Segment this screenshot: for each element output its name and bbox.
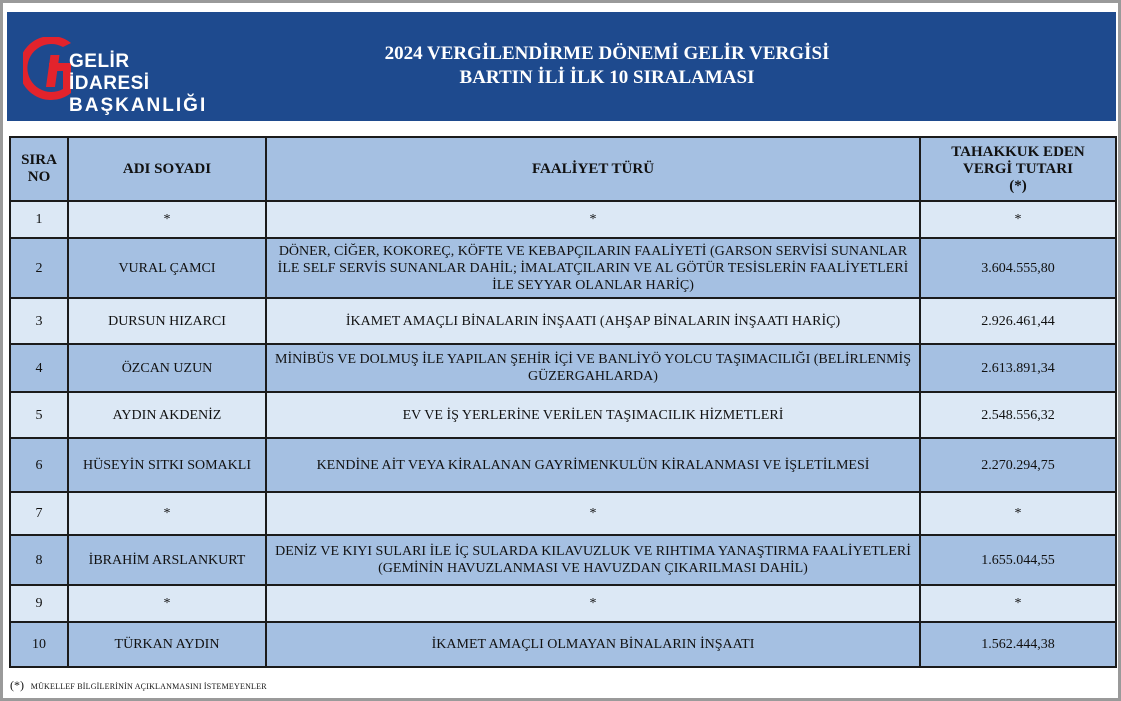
cell-amount: * — [920, 492, 1116, 535]
table-row — [10, 438, 1116, 492]
table-row — [10, 392, 1116, 438]
table-row — [10, 201, 1116, 238]
cell-amount: 2.270.294,75 — [920, 438, 1116, 492]
cell-no: 2 — [10, 238, 68, 298]
header-no: SIRA NO — [10, 137, 68, 201]
table-row — [10, 585, 1116, 622]
cell-activity: İKAMET AMAÇLI BİNALARIN İNŞAATI (AHŞAP BİNALARIN İNŞAATI HARİÇ) — [266, 298, 920, 344]
cell-no: 3 — [10, 298, 68, 344]
cell-no: 6 — [10, 438, 68, 492]
header-activity: FAALİYET TÜRÜ — [266, 137, 920, 201]
cell-activity: DÖNER, CİĞER, KOKOREÇ, KÖFTE VE KEBAPÇILARIN FAALİYETİ (GARSON SERVİSİ SUNANLAR İLE SELF SERVİS SUNANLAR DAHİL; İMALATÇILARIN VE AL GÖTÜR TESİSLERİN FAALİYETLERİ İLE SEYYAR OLANLAR HARİÇ) — [266, 238, 920, 298]
cell-no: 1 — [10, 201, 68, 238]
gib-logo — [23, 37, 213, 116]
cell-name: TÜRKAN AYDIN — [68, 622, 266, 667]
cell-name: İBRAHİM ARSLANKURT — [68, 535, 266, 585]
ranking-table — [9, 136, 1117, 668]
cell-activity: * — [266, 492, 920, 535]
cell-activity: EV VE İŞ YERLERİNE VERİLEN TAŞIMACILIK HİZMETLERİ — [266, 392, 920, 438]
cell-amount: 1.655.044,55 — [920, 535, 1116, 585]
table-row — [10, 238, 1116, 298]
table-row — [10, 298, 1116, 344]
header-amount: TAHAKKUK EDEN VERGİ TUTARI (*) — [920, 137, 1116, 201]
header-name: ADI SOYADI — [68, 137, 266, 201]
cell-name: ÖZCAN UZUN — [68, 344, 266, 392]
cell-name: HÜSEYİN SITKI SOMAKLI — [68, 438, 266, 492]
table-header-row — [10, 137, 1116, 201]
title-line2: BARTIN İLİ İLK 10 SIRALAMASI — [459, 67, 755, 88]
cell-name: DURSUN HIZARCI — [68, 298, 266, 344]
cell-name: VURAL ÇAMCI — [68, 238, 266, 298]
cell-no: 4 — [10, 344, 68, 392]
cell-activity: MİNİBÜS VE DOLMUŞ İLE YAPILAN ŞEHİR İÇİ VE BANLİYÖ YOLCU TAŞIMACILIĞI (BELİRLENMİŞ GÜZERGAHLARDA) — [266, 344, 920, 392]
cell-amount: * — [920, 201, 1116, 238]
cell-activity: * — [266, 201, 920, 238]
table-row — [10, 535, 1116, 585]
table-row — [10, 492, 1116, 535]
cell-activity: İKAMET AMAÇLI OLMAYAN BİNALARIN İNŞAATI — [266, 622, 920, 667]
cell-amount: 2.613.891,34 — [920, 344, 1116, 392]
cell-amount: 2.548.556,32 — [920, 392, 1116, 438]
cell-amount: 3.604.555,80 — [920, 238, 1116, 298]
cell-amount: * — [920, 585, 1116, 622]
footnote-text: MÜKELLEF BİLGİLERİNİN AÇIKLANMASINI İSTEMEYENLER — [30, 682, 267, 691]
header-banner — [7, 12, 1116, 121]
cell-no: 5 — [10, 392, 68, 438]
cell-no: 7 — [10, 492, 68, 535]
cell-no: 9 — [10, 585, 68, 622]
page-title — [217, 42, 997, 90]
cell-name: * — [68, 585, 266, 622]
logo-line1: GELİR İDARESİ — [69, 51, 150, 94]
cell-activity: KENDİNE AİT VEYA KİRALANAN GAYRİMENKULÜN KİRALANMASI VE İŞLETİLMESİ — [266, 438, 920, 492]
cell-no: 8 — [10, 535, 68, 585]
cell-name: * — [68, 492, 266, 535]
cell-activity: DENİZ VE KIYI SULARI İLE İÇ SULARDA KILAVUZLUK VE RIHTIMA YANAŞTIRMA FAALİYETLERİ (GEMİNİN HAVUZLANMASI VE HAVUZDAN ÇIKARILMASI DAHİL) — [266, 535, 920, 585]
cell-amount: 2.926.461,44 — [920, 298, 1116, 344]
cell-activity: * — [266, 585, 920, 622]
logo-line2: BAŞKANLIĞI — [69, 95, 208, 116]
cell-amount: 1.562.444,38 — [920, 622, 1116, 667]
footnote-mark: (*) — [10, 678, 24, 692]
cell-name: AYDIN AKDENİZ — [68, 392, 266, 438]
table-row — [10, 622, 1116, 667]
footnote — [10, 678, 267, 693]
title-line1: 2024 VERGİLENDİRME DÖNEMİ GELİR VERGİSİ — [384, 43, 830, 64]
table-row — [10, 344, 1116, 392]
cell-no: 10 — [10, 622, 68, 667]
cell-name: * — [68, 201, 266, 238]
